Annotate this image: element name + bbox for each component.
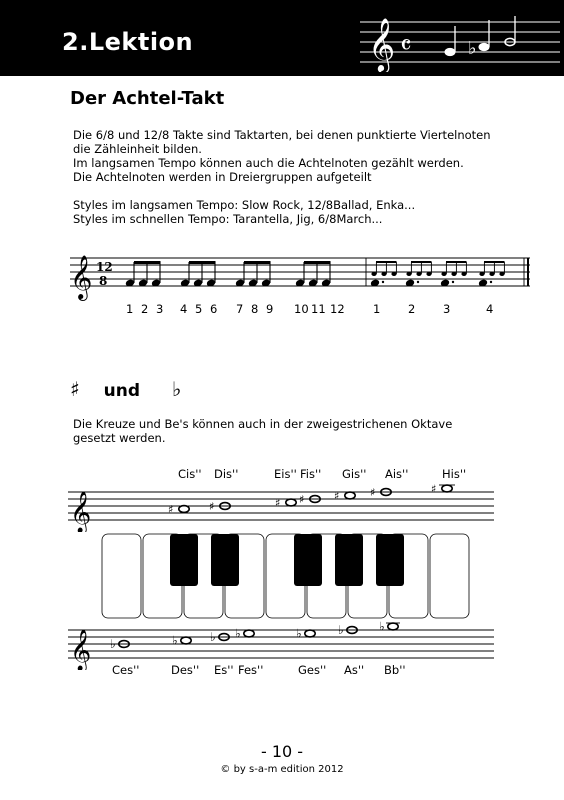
time-signature-bottom: 8 bbox=[99, 274, 108, 288]
count-label: 2 bbox=[141, 302, 149, 316]
common-time-icon: 𝄴 bbox=[400, 31, 412, 61]
count-label: 7 bbox=[236, 302, 244, 316]
svg-text:♭: ♭ bbox=[172, 633, 178, 648]
flat-note bbox=[379, 620, 400, 634]
svg-text:♯: ♯ bbox=[299, 493, 305, 506]
cue-eighth-note bbox=[426, 272, 431, 276]
section-title-sharp-flat: ♯ und ♭ bbox=[70, 377, 182, 401]
flat-notes bbox=[110, 620, 400, 651]
cue-eighth-note bbox=[479, 272, 484, 276]
treble-clef-icon: 𝄞 bbox=[70, 630, 92, 670]
cue-eighth-note bbox=[416, 272, 421, 276]
count-label: 8 bbox=[251, 302, 259, 316]
cue-eighth-note bbox=[451, 272, 456, 276]
svg-text:♭: ♭ bbox=[296, 626, 302, 641]
count-label: 11 bbox=[311, 302, 326, 316]
sharp-note-label: Fis'' bbox=[300, 467, 322, 481]
count-label: 2 bbox=[408, 302, 416, 316]
svg-text:♯: ♯ bbox=[168, 503, 174, 516]
treble-clef-icon: 𝄞 bbox=[368, 17, 396, 71]
flat-note-label: As'' bbox=[344, 663, 365, 677]
beam bbox=[134, 261, 161, 264]
flat-note-label: Des'' bbox=[171, 663, 200, 677]
cue-eighth-note bbox=[489, 272, 494, 276]
white-key bbox=[430, 534, 469, 618]
flat-symbol-icon: ♭ bbox=[171, 377, 182, 401]
sharp-note bbox=[299, 493, 320, 506]
copyright: © by s-a-m edition 2012 bbox=[220, 764, 344, 775]
treble-clef-icon: 𝄞 bbox=[70, 492, 92, 532]
sharp-symbol-icon: ♯ bbox=[70, 377, 80, 401]
cue-eighth-note bbox=[371, 272, 376, 276]
time-signature-top: 12 bbox=[96, 260, 113, 274]
sharp-note bbox=[431, 483, 455, 496]
svg-text:♯: ♯ bbox=[370, 486, 376, 499]
black-key bbox=[376, 534, 404, 586]
flat-note bbox=[235, 627, 254, 641]
count-label: 4 bbox=[180, 302, 188, 316]
count-label: 12 bbox=[330, 302, 345, 316]
beam bbox=[189, 261, 216, 264]
sharp-note-label: Cis'' bbox=[178, 467, 202, 481]
beam bbox=[244, 261, 271, 264]
black-key bbox=[294, 534, 322, 586]
flat-note bbox=[296, 627, 315, 641]
piano-keyboard bbox=[100, 532, 480, 620]
black-key bbox=[170, 534, 198, 586]
svg-text:♭: ♭ bbox=[210, 630, 216, 644]
black-key bbox=[335, 534, 363, 586]
flat-note-label: Ges'' bbox=[298, 663, 327, 677]
svg-text:♭: ♭ bbox=[338, 623, 344, 637]
flat-note-label: Bb'' bbox=[384, 663, 406, 677]
flat-note bbox=[172, 634, 191, 648]
count-label: 10 bbox=[294, 302, 309, 316]
sharp-note-label: Ais'' bbox=[385, 467, 409, 481]
flat-note-label: Es'' bbox=[214, 663, 234, 677]
sharp-note bbox=[370, 486, 391, 499]
cue-eighth-note bbox=[461, 272, 466, 276]
flat-note-label: Fes'' bbox=[238, 663, 264, 677]
svg-text:♯: ♯ bbox=[334, 489, 340, 503]
count-label: 3 bbox=[156, 302, 164, 316]
svg-text:♭: ♭ bbox=[379, 620, 385, 634]
count-label: 1 bbox=[126, 302, 134, 316]
section-title-achtel-takt: Der Achtel-Takt bbox=[70, 88, 225, 109]
white-key bbox=[102, 534, 141, 618]
cue-eighth-note bbox=[441, 272, 446, 276]
sharp-note-label: Eis'' bbox=[274, 467, 297, 481]
cue-eighth-note bbox=[406, 272, 411, 276]
flat-note-label: Ces'' bbox=[112, 663, 140, 677]
page-number: - 10 - bbox=[260, 742, 304, 761]
sharp-note-label: Dis'' bbox=[214, 467, 239, 481]
svg-text:♭: ♭ bbox=[110, 637, 116, 651]
page-header bbox=[0, 0, 564, 76]
svg-text:♭: ♭ bbox=[235, 626, 241, 641]
svg-text:♯: ♯ bbox=[209, 500, 215, 513]
count-label: 9 bbox=[266, 302, 274, 316]
sharp-notes-staff bbox=[68, 482, 494, 532]
styles-paragraph: Styles im langsamen Tempo: Slow Rock, 12/8Ballad, Enka... Styles im schnellen Tempo: Tarantella, Jig, 6/8March... bbox=[73, 198, 416, 226]
beam bbox=[304, 261, 331, 264]
sharp-note bbox=[275, 497, 296, 510]
sharp-note-label: Gis'' bbox=[342, 467, 367, 481]
cue-eighth-note bbox=[381, 272, 386, 276]
count-label: 5 bbox=[195, 302, 203, 316]
sharp-flat-paragraph: Die Kreuze und Be's können auch in der zweigestrichenen Oktave gesetzt werden. bbox=[73, 417, 453, 445]
sharp-note bbox=[209, 500, 230, 513]
rhythm-staff bbox=[70, 252, 530, 302]
header-staff-decoration bbox=[360, 8, 560, 72]
intro-paragraph: Die 6/8 und 12/8 Takte sind Taktarten, bei denen punktierte Viertelnoten die Zähleinheit bilden. Im langsamen Tempo können auch die Achtelnoten gezählt werden. Die Achtelnoten werden in Dreiergruppen aufgeteilt bbox=[73, 128, 491, 184]
count-label: 6 bbox=[210, 302, 218, 316]
svg-text:♯: ♯ bbox=[275, 496, 281, 510]
count-label: 3 bbox=[443, 302, 451, 316]
sharp-note bbox=[168, 503, 189, 516]
sharp-note-label: His'' bbox=[442, 467, 467, 481]
lesson-title: 2.Lektion bbox=[62, 28, 194, 56]
svg-text:♯: ♯ bbox=[431, 482, 437, 496]
svg-text:♭: ♭ bbox=[468, 38, 477, 59]
cue-eighth-note bbox=[391, 272, 396, 276]
black-key bbox=[211, 534, 239, 586]
count-label: 1 bbox=[373, 302, 381, 316]
treble-clef-icon: 𝄞 bbox=[70, 255, 93, 299]
cue-eighth-note bbox=[499, 272, 504, 276]
sharp-note bbox=[334, 490, 355, 503]
count-label: 4 bbox=[486, 302, 494, 316]
